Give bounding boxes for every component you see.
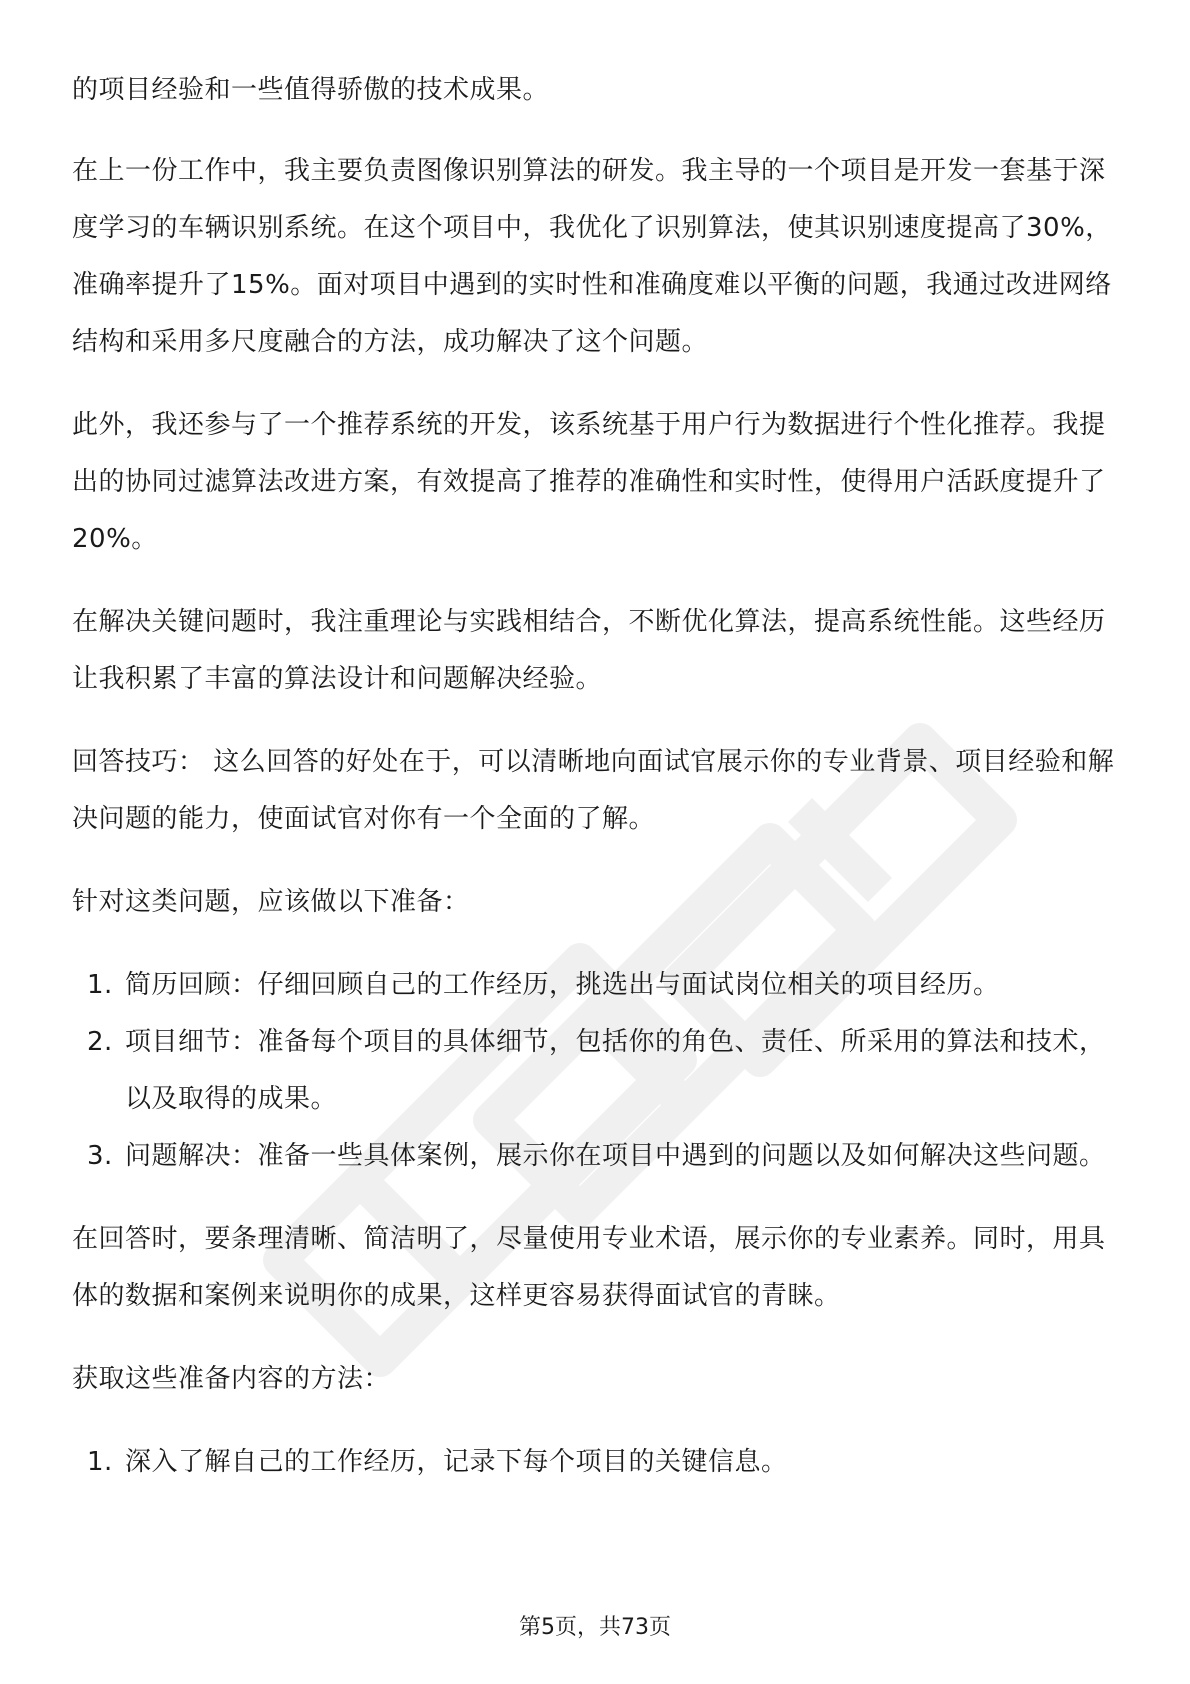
paragraph-answer-advice: 在回答时，要条理清晰、简洁明了，尽量使用专业术语，展示你的专业素养。同时，用具体的数据和案例来说明你的成果，这样更容易获得面试官的青睐。 <box>72 1224 1106 1311</box>
list-item <box>72 1128 1122 1185</box>
list-item-number: 1. <box>87 970 113 1000</box>
list-item <box>72 957 1122 1014</box>
page-number-footer: 第5页，共73页 <box>519 1615 671 1640</box>
document-body <box>72 62 1122 1517</box>
list-item <box>72 1014 1122 1128</box>
paragraph-methods-heading: 获取这些准备内容的方法： <box>72 1364 391 1394</box>
list-item-number: 1. <box>87 1447 113 1477</box>
list-item <box>72 1434 1122 1491</box>
method-list <box>72 1434 1122 1491</box>
list-item-text: 问题解决：准备一些具体案例，展示你在项目中遇到的问题以及如何解决这些问题。 <box>125 1141 1106 1171</box>
list-item-number: 2. <box>87 1027 113 1057</box>
paragraph-intro-tail: 的项目经验和一些值得骄傲的技术成果。 <box>72 75 550 105</box>
paragraph-key-problems: 在解决关键问题时，我注重理论与实践相结合，不断优化算法，提高系统性能。这些经历让我积累了丰富的算法设计和问题解决经验。 <box>72 607 1106 694</box>
prep-list <box>72 957 1122 1185</box>
paragraph-answer-tips: 回答技巧： 这么回答的好处在于，可以清晰地向面试官展示你的专业背景、项目经验和解决问题的能力，使面试官对你有一个全面的了解。 <box>72 747 1115 834</box>
paragraph-recommendation: 此外，我还参与了一个推荐系统的开发，该系统基于用户行为数据进行个性化推荐。我提出的协同过滤算法改进方案，有效提高了推荐的准确性和实时性，使得用户活跃度提升了20%。 <box>72 410 1106 554</box>
list-item-text: 项目细节：准备每个项目的具体细节，包括你的角色、责任、所采用的算法和技术，以及取得的成果。 <box>125 1027 1106 1114</box>
list-item-text: 深入了解自己的工作经历，记录下每个项目的关键信息。 <box>125 1447 788 1477</box>
list-item-number: 3. <box>87 1141 113 1171</box>
paragraph-image-recognition: 在上一份工作中，我主要负责图像识别算法的研发。我主导的一个项目是开发一套基于深度学习的车辆识别系统。在这个项目中，我优化了识别算法，使其识别速度提高了30%，准确率提升了15%。面对项目中遇到的实时性和准确度难以平衡的问题，我通过改进网络结构和采用多尺度融合的方法，成功解决了这个问题。 <box>72 156 1112 357</box>
list-item-text: 简历回顾：仔细回顾自己的工作经历，挑选出与面试岗位相关的项目经历。 <box>125 970 1000 1000</box>
paragraph-prep-heading: 针对这类问题，应该做以下准备： <box>72 887 470 917</box>
